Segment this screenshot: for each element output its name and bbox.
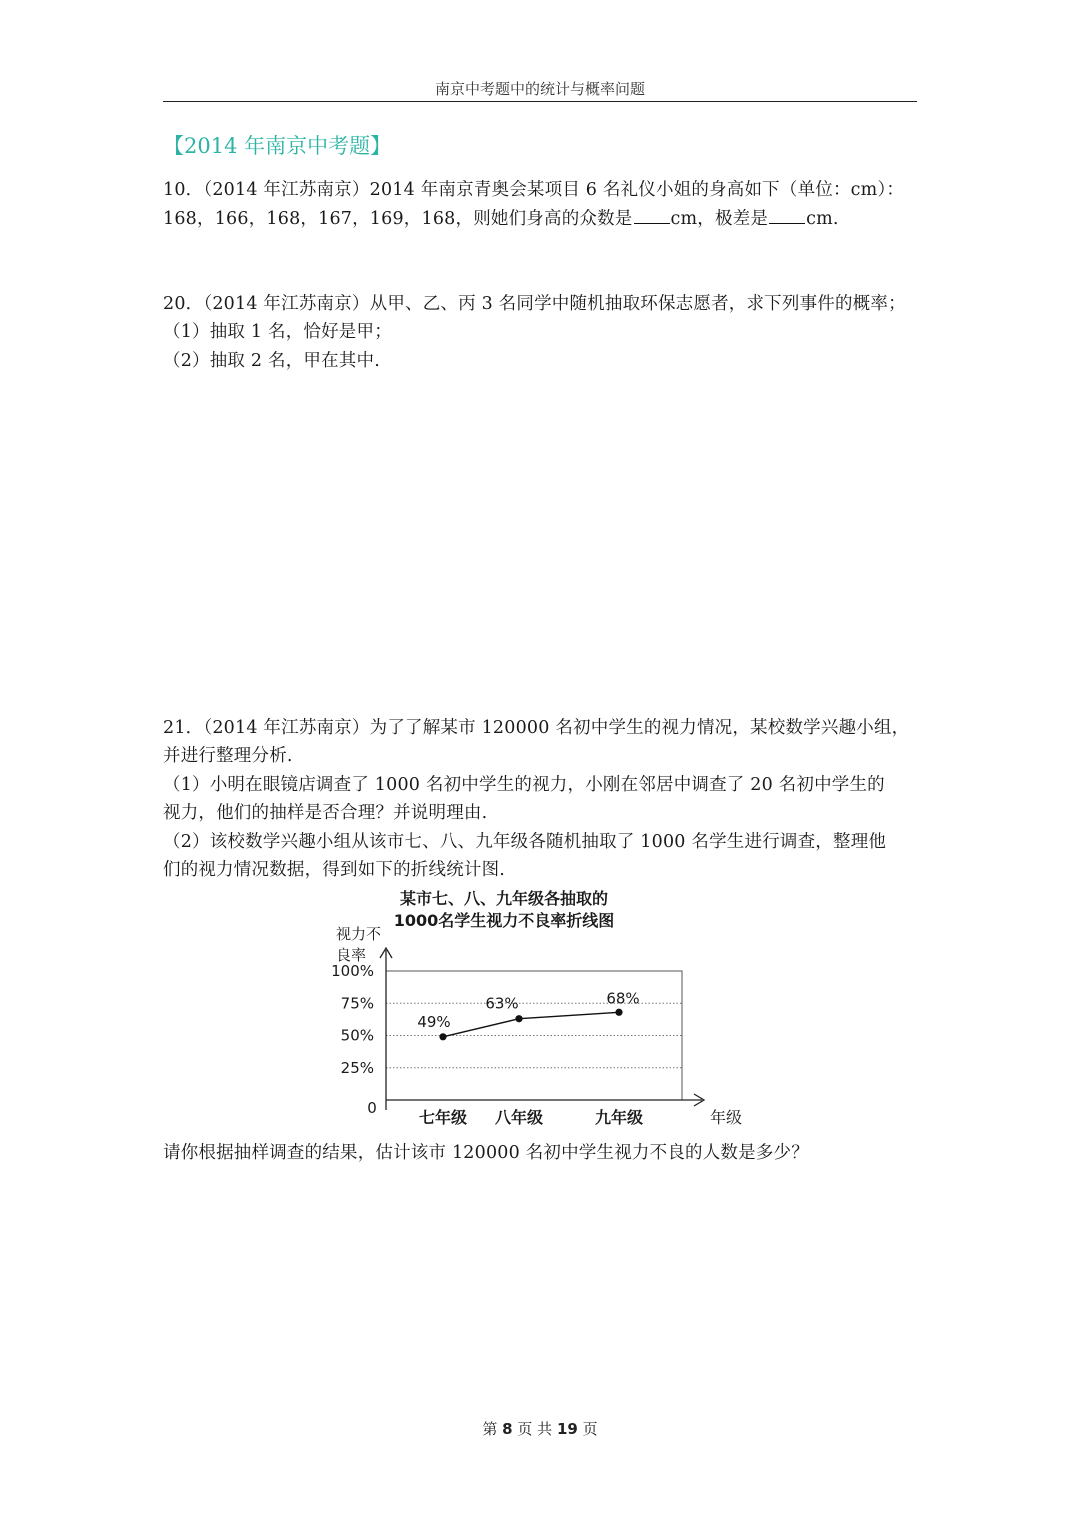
y-tick-label-1: 50% [340,1026,374,1045]
x-category-label-1: 八年级 [494,1108,544,1127]
x-category-label-0: 七年级 [418,1108,468,1127]
y-tick-label-2: 75% [340,994,374,1013]
chart-title-line-1: 某市七、八、九年级各抽取的 [399,889,609,908]
data-label-0: 49% [417,1012,451,1031]
y-axis-label-line-1: 视力不 [336,925,382,943]
q20-line-2: （1）抽取 1 名，恰好是甲； [163,322,392,342]
q10-text-a: 168，166，168，167，169，168，则她们身高的众数是 [163,209,633,229]
footer-suffix: 页 [582,1420,598,1438]
chart-title-line-2: 1000名学生视力不良率折线图 [393,911,615,930]
vision-line-chart [328,884,758,1134]
q10-text-b: cm，极差是 [670,209,769,229]
q10-text-c: cm. [806,209,839,229]
footer-middle: 页 共 [517,1420,553,1438]
q10-line-1: 10．（2014 年江苏南京）2014 年南京青奥会某项目 6 名礼仪小姐的身高如下（单位：cm）： [163,180,905,200]
q21-line-4: 视力，他们的抽样是否合理？并说明理由. [163,803,488,823]
y-tick-label-3: 100% [331,962,374,980]
q21-line-1: 21．（2014 年江苏南京）为了了解某市 120000 名初中学生的视力情况，某校数学兴趣小组， [163,718,910,738]
page-header: 南京中考题中的统计与概率问题 [434,80,645,98]
data-label-1: 63% [485,994,519,1013]
series-line [443,1012,619,1037]
q21-line-2: 并进行整理分析. [163,746,293,766]
q20-line-1: 20．（2014 年江苏南京）从甲、乙、丙 3 名同学中随机抽取环保志愿者，求下列事件的概率； [163,294,906,314]
q21-line-6: 们的视力情况数据，得到如下的折线统计图. [163,860,506,880]
page-footer [0,1418,1080,1439]
q20-line-3: （2）抽取 2 名，甲在其中. [163,351,380,371]
x-category-label-2: 九年级 [594,1108,644,1127]
data-labels [417,989,639,1031]
origin-label: 0 [367,1099,377,1117]
y-axis-label-line-2: 良率 [336,946,367,964]
answer-blank-range [769,209,805,224]
q21-line-3: （1）小明在眼镜店调查了 1000 名初中学生的视力，小刚在邻居中调查了 20 名初中学生的 [163,775,885,795]
footer-page-number: 8 [502,1420,513,1438]
data-point-0 [439,1033,446,1040]
x-category-labels [419,1108,643,1127]
footer-total-pages: 19 [556,1420,578,1438]
q10-line-2 [163,205,839,230]
footer-prefix: 第 [482,1420,498,1438]
x-axis-label: 年级 [709,1108,743,1127]
data-point-1 [515,1015,522,1022]
header-rule [163,101,917,102]
data-label-2: 68% [606,989,640,1008]
section-title: 【2014 年南京中考题】 [163,134,392,158]
y-tick-label-0: 25% [340,1058,374,1077]
answer-blank-mode [634,209,670,224]
q21-question: 请你根据抽样调查的结果，估计该市 120000 名初中学生视力不良的人数是多少？ [163,1143,809,1163]
y-tick-labels [331,962,374,1077]
q21-line-5: （2）该校数学兴趣小组从该市七、八、九年级各随机抽取了 1000 名学生进行调查，整理他 [163,832,887,852]
data-point-2 [615,1009,622,1016]
